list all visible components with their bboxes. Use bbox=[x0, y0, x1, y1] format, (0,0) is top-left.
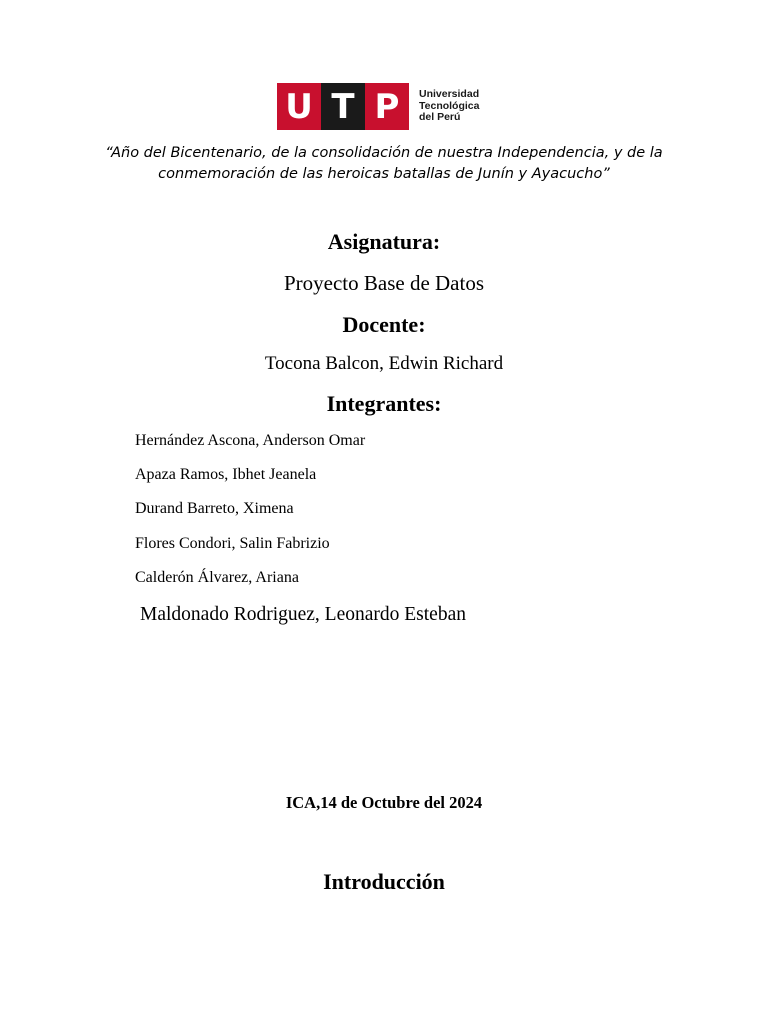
logo-letter-u: U bbox=[277, 83, 321, 130]
member-item: Flores Condori, Salin Fabrizio bbox=[135, 535, 330, 552]
member-item: Calderón Álvarez, Ariana bbox=[135, 569, 299, 586]
subject-label: Asignatura: bbox=[327, 229, 441, 254]
motto-line-1: “Año del Bicentenario, de la consolidación de nuestra Independencia, y de la bbox=[105, 145, 663, 161]
logo-text-line-2: Tecnológica bbox=[419, 99, 480, 112]
section-title-introduccion: Introducción bbox=[323, 869, 445, 894]
logo-letter-p: P bbox=[365, 83, 409, 130]
year-motto bbox=[0, 143, 768, 185]
utp-logo bbox=[277, 83, 479, 130]
member-item: Maldonado Rodriguez, Leonardo Esteban bbox=[140, 604, 466, 625]
logo-letter-t: T bbox=[321, 83, 365, 130]
member-item: Hernández Ascona, Anderson Omar bbox=[135, 432, 366, 449]
document-date: ICA,14 de Octubre del 2024 bbox=[285, 793, 483, 812]
utp-logo-mark bbox=[277, 83, 409, 130]
motto-line-2: conmemoración de las heroicas batallas de Junín y Ayacucho” bbox=[158, 166, 610, 182]
member-item: Durand Barreto, Ximena bbox=[135, 500, 294, 517]
member-item: Apaza Ramos, Ibhet Jeanela bbox=[135, 466, 317, 483]
logo-text-line-3: del Perú bbox=[419, 111, 461, 124]
logo-text-line-1: Universidad bbox=[419, 88, 480, 101]
logo-wordmark bbox=[419, 89, 479, 124]
teacher-label: Docente: bbox=[342, 312, 426, 337]
subject-value: Proyecto Base de Datos bbox=[283, 271, 485, 295]
members-label: Integrantes: bbox=[326, 391, 442, 416]
teacher-value: Tocona Balcon, Edwin Richard bbox=[264, 353, 504, 374]
